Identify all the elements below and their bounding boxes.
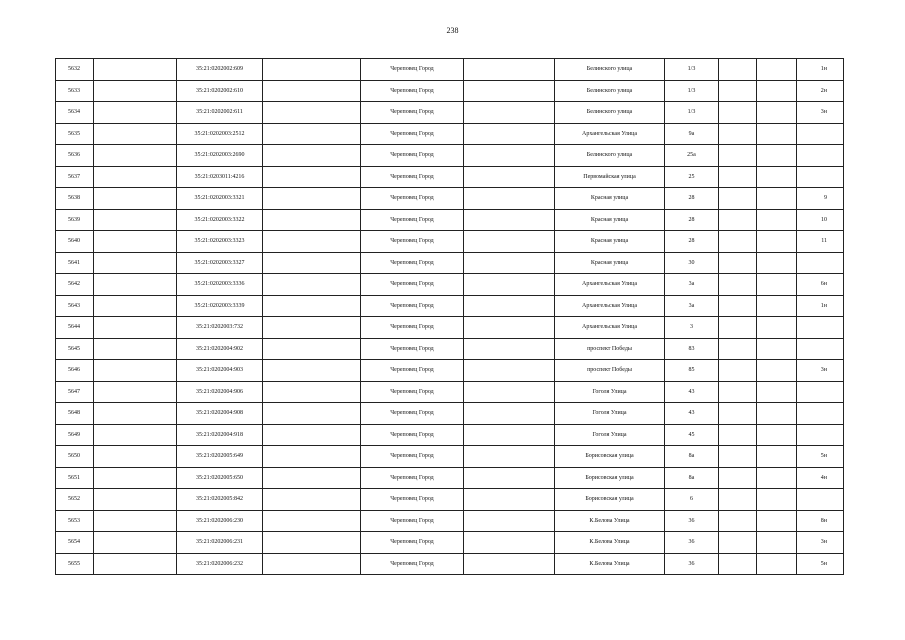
empty-cell [94, 403, 177, 425]
record-number: 5635 [56, 123, 94, 145]
empty-cell [94, 360, 177, 382]
empty-cell [94, 166, 177, 188]
record-number: 5651 [56, 467, 94, 489]
street-name: Красная улица [555, 209, 665, 231]
record-number: 5632 [56, 59, 94, 81]
table-row [56, 166, 844, 188]
empty-cell [94, 80, 177, 102]
record-number: 5652 [56, 489, 94, 511]
house-number: 3а [665, 274, 719, 296]
empty-cell [263, 102, 361, 124]
empty-cell [757, 360, 797, 382]
empty-cell [263, 123, 361, 145]
empty-cell [719, 446, 757, 468]
empty-cell [719, 381, 757, 403]
empty-cell [757, 231, 797, 253]
empty-cell [757, 102, 797, 124]
empty-cell [757, 317, 797, 339]
empty-cell [719, 360, 757, 382]
record-number: 5655 [56, 553, 94, 575]
house-number: 3а [665, 295, 719, 317]
premises-number [797, 489, 844, 511]
empty-cell [263, 231, 361, 253]
empty-cell [263, 274, 361, 296]
street-name: Первомайская улица [555, 166, 665, 188]
premises-number [797, 252, 844, 274]
record-number: 5649 [56, 424, 94, 446]
empty-cell [719, 467, 757, 489]
premises-number [797, 381, 844, 403]
table-row [56, 80, 844, 102]
empty-cell [757, 424, 797, 446]
record-number: 5633 [56, 80, 94, 102]
empty-cell [94, 209, 177, 231]
street-name: Белинского улица [555, 102, 665, 124]
empty-cell [757, 123, 797, 145]
empty-cell [719, 489, 757, 511]
record-number: 5648 [56, 403, 94, 425]
empty-cell [263, 209, 361, 231]
city-name: Череповец Город [361, 166, 464, 188]
house-number: 25а [665, 145, 719, 167]
table-row [56, 209, 844, 231]
city-name: Череповец Город [361, 59, 464, 81]
city-name: Череповец Город [361, 123, 464, 145]
house-number: 9а [665, 123, 719, 145]
empty-cell [263, 489, 361, 511]
empty-cell [757, 252, 797, 274]
premises-number: 11 [797, 231, 844, 253]
empty-cell [464, 403, 555, 425]
street-name: К.Белова Улица [555, 532, 665, 554]
city-name: Череповец Город [361, 553, 464, 575]
empty-cell [757, 338, 797, 360]
empty-cell [464, 252, 555, 274]
premises-number: 6н [797, 274, 844, 296]
house-number: 8а [665, 467, 719, 489]
empty-cell [464, 59, 555, 81]
empty-cell [757, 145, 797, 167]
record-number: 5643 [56, 295, 94, 317]
street-name: Гоголя Улица [555, 381, 665, 403]
cadastral-number: 35:21:0202004:908 [177, 403, 263, 425]
street-name: Архангельская Улица [555, 295, 665, 317]
premises-number: 8н [797, 510, 844, 532]
cadastral-number: 35:21:0202003:3321 [177, 188, 263, 210]
empty-cell [464, 188, 555, 210]
record-number: 5653 [56, 510, 94, 532]
city-name: Череповец Город [361, 403, 464, 425]
empty-cell [94, 446, 177, 468]
record-number: 5645 [56, 338, 94, 360]
house-number: 45 [665, 424, 719, 446]
empty-cell [263, 381, 361, 403]
street-name: Борисовская улица [555, 446, 665, 468]
premises-number: 2н [797, 80, 844, 102]
empty-cell [94, 489, 177, 511]
empty-cell [757, 59, 797, 81]
house-number: 36 [665, 532, 719, 554]
empty-cell [263, 80, 361, 102]
city-name: Череповец Город [361, 274, 464, 296]
record-number: 5638 [56, 188, 94, 210]
empty-cell [464, 532, 555, 554]
empty-cell [263, 360, 361, 382]
premises-number: 1н [797, 295, 844, 317]
cadastral-number: 35:21:0202003:3327 [177, 252, 263, 274]
empty-cell [94, 532, 177, 554]
cadastral-number: 35:21:0202004:902 [177, 338, 263, 360]
street-name: Красная улица [555, 188, 665, 210]
table-row [56, 145, 844, 167]
table-row [56, 252, 844, 274]
empty-cell [464, 489, 555, 511]
cadastral-number: 35:21:0202004:903 [177, 360, 263, 382]
cadastral-number: 35:21:0202003:2690 [177, 145, 263, 167]
cadastral-number: 35:21:0202002:609 [177, 59, 263, 81]
table-row [56, 188, 844, 210]
empty-cell [263, 446, 361, 468]
city-name: Череповец Город [361, 532, 464, 554]
house-number: 36 [665, 553, 719, 575]
cadastral-number: 35:21:0202003:3339 [177, 295, 263, 317]
record-number: 5636 [56, 145, 94, 167]
table-body [56, 59, 844, 575]
empty-cell [94, 424, 177, 446]
empty-cell [719, 123, 757, 145]
empty-cell [94, 188, 177, 210]
empty-cell [719, 102, 757, 124]
empty-cell [757, 446, 797, 468]
record-number: 5634 [56, 102, 94, 124]
premises-number: 3н [797, 102, 844, 124]
table-row [56, 424, 844, 446]
empty-cell [94, 123, 177, 145]
house-number: 8а [665, 446, 719, 468]
empty-cell [719, 553, 757, 575]
record-number: 5646 [56, 360, 94, 382]
empty-cell [464, 80, 555, 102]
table-row [56, 295, 844, 317]
cadastral-number: 35:21:0202005:649 [177, 446, 263, 468]
house-number: 43 [665, 403, 719, 425]
empty-cell [757, 403, 797, 425]
empty-cell [719, 403, 757, 425]
record-number: 5644 [56, 317, 94, 339]
empty-cell [94, 274, 177, 296]
house-number: 1/3 [665, 59, 719, 81]
empty-cell [719, 145, 757, 167]
table-row [56, 274, 844, 296]
empty-cell [263, 510, 361, 532]
premises-number: 10 [797, 209, 844, 231]
table-row [56, 489, 844, 511]
empty-cell [464, 317, 555, 339]
premises-number: 1н [797, 59, 844, 81]
table-row [56, 360, 844, 382]
empty-cell [94, 317, 177, 339]
premises-number [797, 317, 844, 339]
empty-cell [757, 209, 797, 231]
premises-number: 4н [797, 467, 844, 489]
street-name: Гоголя Улица [555, 403, 665, 425]
record-number: 5654 [56, 532, 94, 554]
empty-cell [719, 295, 757, 317]
table-row [56, 510, 844, 532]
empty-cell [263, 338, 361, 360]
cadastral-number: 35:21:0202006:231 [177, 532, 263, 554]
street-name: проспект Победы [555, 338, 665, 360]
record-number: 5640 [56, 231, 94, 253]
premises-number [797, 403, 844, 425]
empty-cell [464, 295, 555, 317]
street-name: Борисовская улица [555, 467, 665, 489]
table-row [56, 123, 844, 145]
premises-number: 5н [797, 553, 844, 575]
record-number: 5637 [56, 166, 94, 188]
premises-number [797, 123, 844, 145]
empty-cell [464, 381, 555, 403]
city-name: Череповец Город [361, 231, 464, 253]
record-number: 5650 [56, 446, 94, 468]
empty-cell [464, 553, 555, 575]
empty-cell [263, 295, 361, 317]
empty-cell [94, 145, 177, 167]
empty-cell [263, 166, 361, 188]
city-name: Череповец Город [361, 252, 464, 274]
street-name: Красная улица [555, 231, 665, 253]
table-row [56, 403, 844, 425]
house-number: 3 [665, 317, 719, 339]
street-name: Гоголя Улица [555, 424, 665, 446]
empty-cell [464, 338, 555, 360]
house-number: 36 [665, 510, 719, 532]
table-row [56, 338, 844, 360]
empty-cell [757, 381, 797, 403]
empty-cell [719, 231, 757, 253]
record-number: 5639 [56, 209, 94, 231]
house-number: 28 [665, 209, 719, 231]
empty-cell [757, 166, 797, 188]
city-name: Череповец Город [361, 467, 464, 489]
premises-number [797, 166, 844, 188]
table-row [56, 553, 844, 575]
empty-cell [94, 338, 177, 360]
empty-cell [94, 381, 177, 403]
table-row [56, 102, 844, 124]
street-name: К.Белова Улица [555, 510, 665, 532]
empty-cell [757, 510, 797, 532]
cadastral-number: 35:21:0202003:3336 [177, 274, 263, 296]
city-name: Череповец Город [361, 102, 464, 124]
city-name: Череповец Город [361, 317, 464, 339]
house-number: 25 [665, 166, 719, 188]
city-name: Череповец Город [361, 145, 464, 167]
premises-number: 5н [797, 446, 844, 468]
empty-cell [757, 274, 797, 296]
empty-cell [94, 252, 177, 274]
empty-cell [719, 252, 757, 274]
house-number: 28 [665, 188, 719, 210]
empty-cell [94, 231, 177, 253]
cadastral-number: 35:21:0202003:3323 [177, 231, 263, 253]
empty-cell [464, 274, 555, 296]
city-name: Череповец Город [361, 80, 464, 102]
empty-cell [464, 231, 555, 253]
city-name: Череповец Город [361, 360, 464, 382]
empty-cell [464, 360, 555, 382]
empty-cell [464, 424, 555, 446]
empty-cell [719, 80, 757, 102]
house-number: 28 [665, 231, 719, 253]
empty-cell [263, 188, 361, 210]
table-row [56, 532, 844, 554]
empty-cell [464, 209, 555, 231]
cadastral-number: 35:21:0202003:732 [177, 317, 263, 339]
empty-cell [464, 102, 555, 124]
empty-cell [757, 80, 797, 102]
city-name: Череповец Город [361, 209, 464, 231]
empty-cell [719, 532, 757, 554]
empty-cell [757, 553, 797, 575]
empty-cell [464, 123, 555, 145]
empty-cell [719, 59, 757, 81]
empty-cell [464, 510, 555, 532]
empty-cell [94, 102, 177, 124]
cadastral-number: 35:21:0202004:906 [177, 381, 263, 403]
empty-cell [719, 274, 757, 296]
empty-cell [94, 510, 177, 532]
house-number: 30 [665, 252, 719, 274]
empty-cell [464, 446, 555, 468]
house-number: 1/3 [665, 102, 719, 124]
city-name: Череповец Город [361, 489, 464, 511]
cadastral-number: 35:21:0202006:230 [177, 510, 263, 532]
empty-cell [263, 59, 361, 81]
record-number: 5642 [56, 274, 94, 296]
city-name: Череповец Город [361, 446, 464, 468]
cadastral-number: 35:21:0202002:611 [177, 102, 263, 124]
property-register-table [55, 58, 844, 575]
empty-cell [757, 295, 797, 317]
empty-cell [757, 188, 797, 210]
premises-number [797, 338, 844, 360]
empty-cell [464, 145, 555, 167]
record-number: 5641 [56, 252, 94, 274]
empty-cell [719, 209, 757, 231]
city-name: Череповец Город [361, 295, 464, 317]
premises-number: 3н [797, 360, 844, 382]
house-number: 6 [665, 489, 719, 511]
cadastral-number: 35:21:0202005:650 [177, 467, 263, 489]
city-name: Череповец Город [361, 188, 464, 210]
record-number: 5647 [56, 381, 94, 403]
empty-cell [719, 510, 757, 532]
street-name: Белинского улица [555, 59, 665, 81]
empty-cell [464, 166, 555, 188]
table-row [56, 381, 844, 403]
empty-cell [719, 338, 757, 360]
empty-cell [464, 467, 555, 489]
empty-cell [719, 188, 757, 210]
page-number: 238 [446, 26, 459, 35]
cadastral-number: 35:21:0202003:3322 [177, 209, 263, 231]
empty-cell [263, 145, 361, 167]
cadastral-number: 35:21:0203011:4216 [177, 166, 263, 188]
cadastral-number: 35:21:0202003:2512 [177, 123, 263, 145]
table-row [56, 231, 844, 253]
street-name: проспект Победы [555, 360, 665, 382]
table-row [56, 317, 844, 339]
street-name: Белинского улица [555, 145, 665, 167]
street-name: К.Белова Улица [555, 553, 665, 575]
empty-cell [94, 553, 177, 575]
premises-number [797, 424, 844, 446]
premises-number: 3н [797, 532, 844, 554]
table-row [56, 59, 844, 81]
empty-cell [719, 166, 757, 188]
empty-cell [719, 424, 757, 446]
empty-cell [757, 489, 797, 511]
city-name: Череповец Город [361, 381, 464, 403]
empty-cell [263, 252, 361, 274]
empty-cell [94, 467, 177, 489]
city-name: Череповец Город [361, 338, 464, 360]
empty-cell [263, 424, 361, 446]
street-name: Красная улица [555, 252, 665, 274]
empty-cell [757, 532, 797, 554]
house-number: 85 [665, 360, 719, 382]
empty-cell [263, 317, 361, 339]
empty-cell [263, 403, 361, 425]
empty-cell [94, 295, 177, 317]
empty-cell [757, 467, 797, 489]
city-name: Череповец Город [361, 510, 464, 532]
house-number: 83 [665, 338, 719, 360]
street-name: Архангельская Улица [555, 317, 665, 339]
cadastral-number: 35:21:0202004:918 [177, 424, 263, 446]
empty-cell [719, 317, 757, 339]
premises-number: 9 [797, 188, 844, 210]
empty-cell [263, 532, 361, 554]
street-name: Архангельская Улица [555, 274, 665, 296]
street-name: Архангельская Улица [555, 123, 665, 145]
street-name: Борисовская улица [555, 489, 665, 511]
house-number: 43 [665, 381, 719, 403]
street-name: Белинского улица [555, 80, 665, 102]
city-name: Череповец Город [361, 424, 464, 446]
cadastral-number: 35:21:0202006:232 [177, 553, 263, 575]
premises-number [797, 145, 844, 167]
table-row [56, 446, 844, 468]
empty-cell [263, 553, 361, 575]
table-row [56, 467, 844, 489]
cadastral-number: 35:21:0202002:610 [177, 80, 263, 102]
empty-cell [263, 467, 361, 489]
cadastral-number: 35:21:0202005:842 [177, 489, 263, 511]
house-number: 1/3 [665, 80, 719, 102]
empty-cell [94, 59, 177, 81]
